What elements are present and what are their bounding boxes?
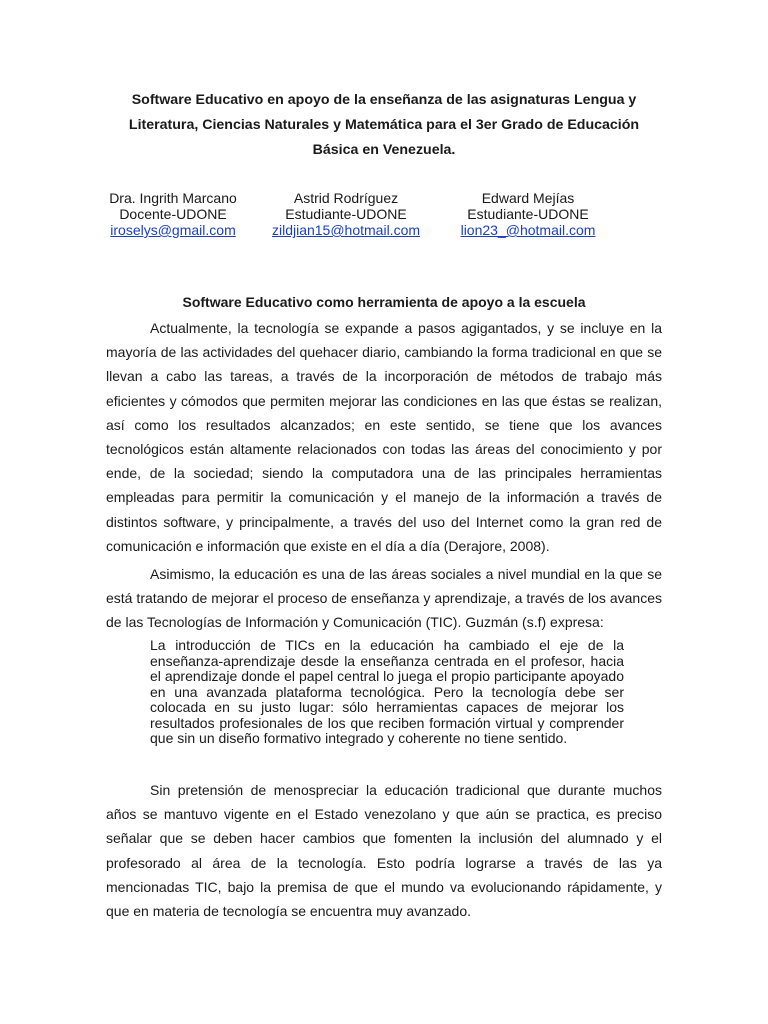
author-role: Estudiante-UDONE [467,206,589,222]
body-paragraph-2: Asimismo, la educación es una de las áreas sociales a nivel mundial en la que se está tratando de mejorar el proceso de enseñanza y aprendizaje, a través de los avances de las Tecnologías de Información y Comunicación (TIC). Guzmán (s.f) expresa: [106,566,662,631]
author-role: Docente-UDONE [119,206,227,222]
author-block-marcano [102,190,244,238]
author-block-mejias [455,190,601,238]
author-name: Astrid Rodríguez [293,190,399,206]
body-paragraph-3: Sin pretensión de menospreciar la educación tradicional que durante muchos años se mantuvo vigente en el Estado venezolano y que aún se practica, es preciso señalar que se deben hacer cambios que fomenten la inclusión del alumnado y el profesorado al área de la tecnología. Esto podría lograrse a través de las ya mencionadas TIC, bajo la premisa de que el mundo va evolucionando rápidamente, y que en materia de tecnología se encuentra muy avanzado. [106,782,662,920]
author-role: Estudiante-UDONE [285,206,407,222]
author-name: Edward Mejías [481,190,575,206]
author-email-link[interactable]: iroselys@gmail.com [110,222,236,238]
author-block-rodriguez [268,190,424,238]
document-title: Software Educativo en apoyo de la enseñanza de las asignaturas Lengua y Literatura, Ciencias Naturales y Matemática para el 3er Grado de Educación Básica en Venezuela. [128,92,640,158]
author-name: Dra. Ingrith Marcano [109,190,237,206]
section-heading: Software Educativo como herramienta de apoyo a la escuela [182,294,586,310]
author-email-link[interactable]: zildjian15@hotmail.com [271,222,421,238]
block-quote: La introducción de TICs en la educación ha cambiado el eje de la enseñanza-aprendizaje desde la enseñanza centrada en el profesor, hacia el aprendizaje donde el papel central lo juega el propio participante apoyado en una avanzada plataforma tecnológica. Pero la tecnología debe ser colocada en su justo lugar: sólo herramientas capaces de mejorar los resultados profesionales de los que reciben formación virtual y comprender que sin un diseño formativo integrado y coherente no tiene sentido. [150,637,624,746]
body-paragraph-1: Actualmente, la tecnología se expande a pasos agigantados, y se incluye en la mayoría de las actividades del quehacer diario, cambiando la forma tradicional en que se llevan a cabo las tareas, a través de la incorporación de métodos de trabajo más eficientes y cómodos que permiten mejorar las condiciones en las que éstas se realizan, así como los resultados alcanzados; en este sentido, se tiene que los avances tecnológicos están altamente relacionados con todas las áreas del conocimiento y por ende, de la sociedad; siendo la computadora una de las principales herramientas empleadas para permitir la comunicación y el manejo de la información a través de distintos software, y principalmente, a través del uso del Internet como la gran red de comunicación e información que existe en el día a día (Derajore, 2008). [106,320,662,554]
author-email-link[interactable]: lion23_@hotmail.com [460,222,596,238]
